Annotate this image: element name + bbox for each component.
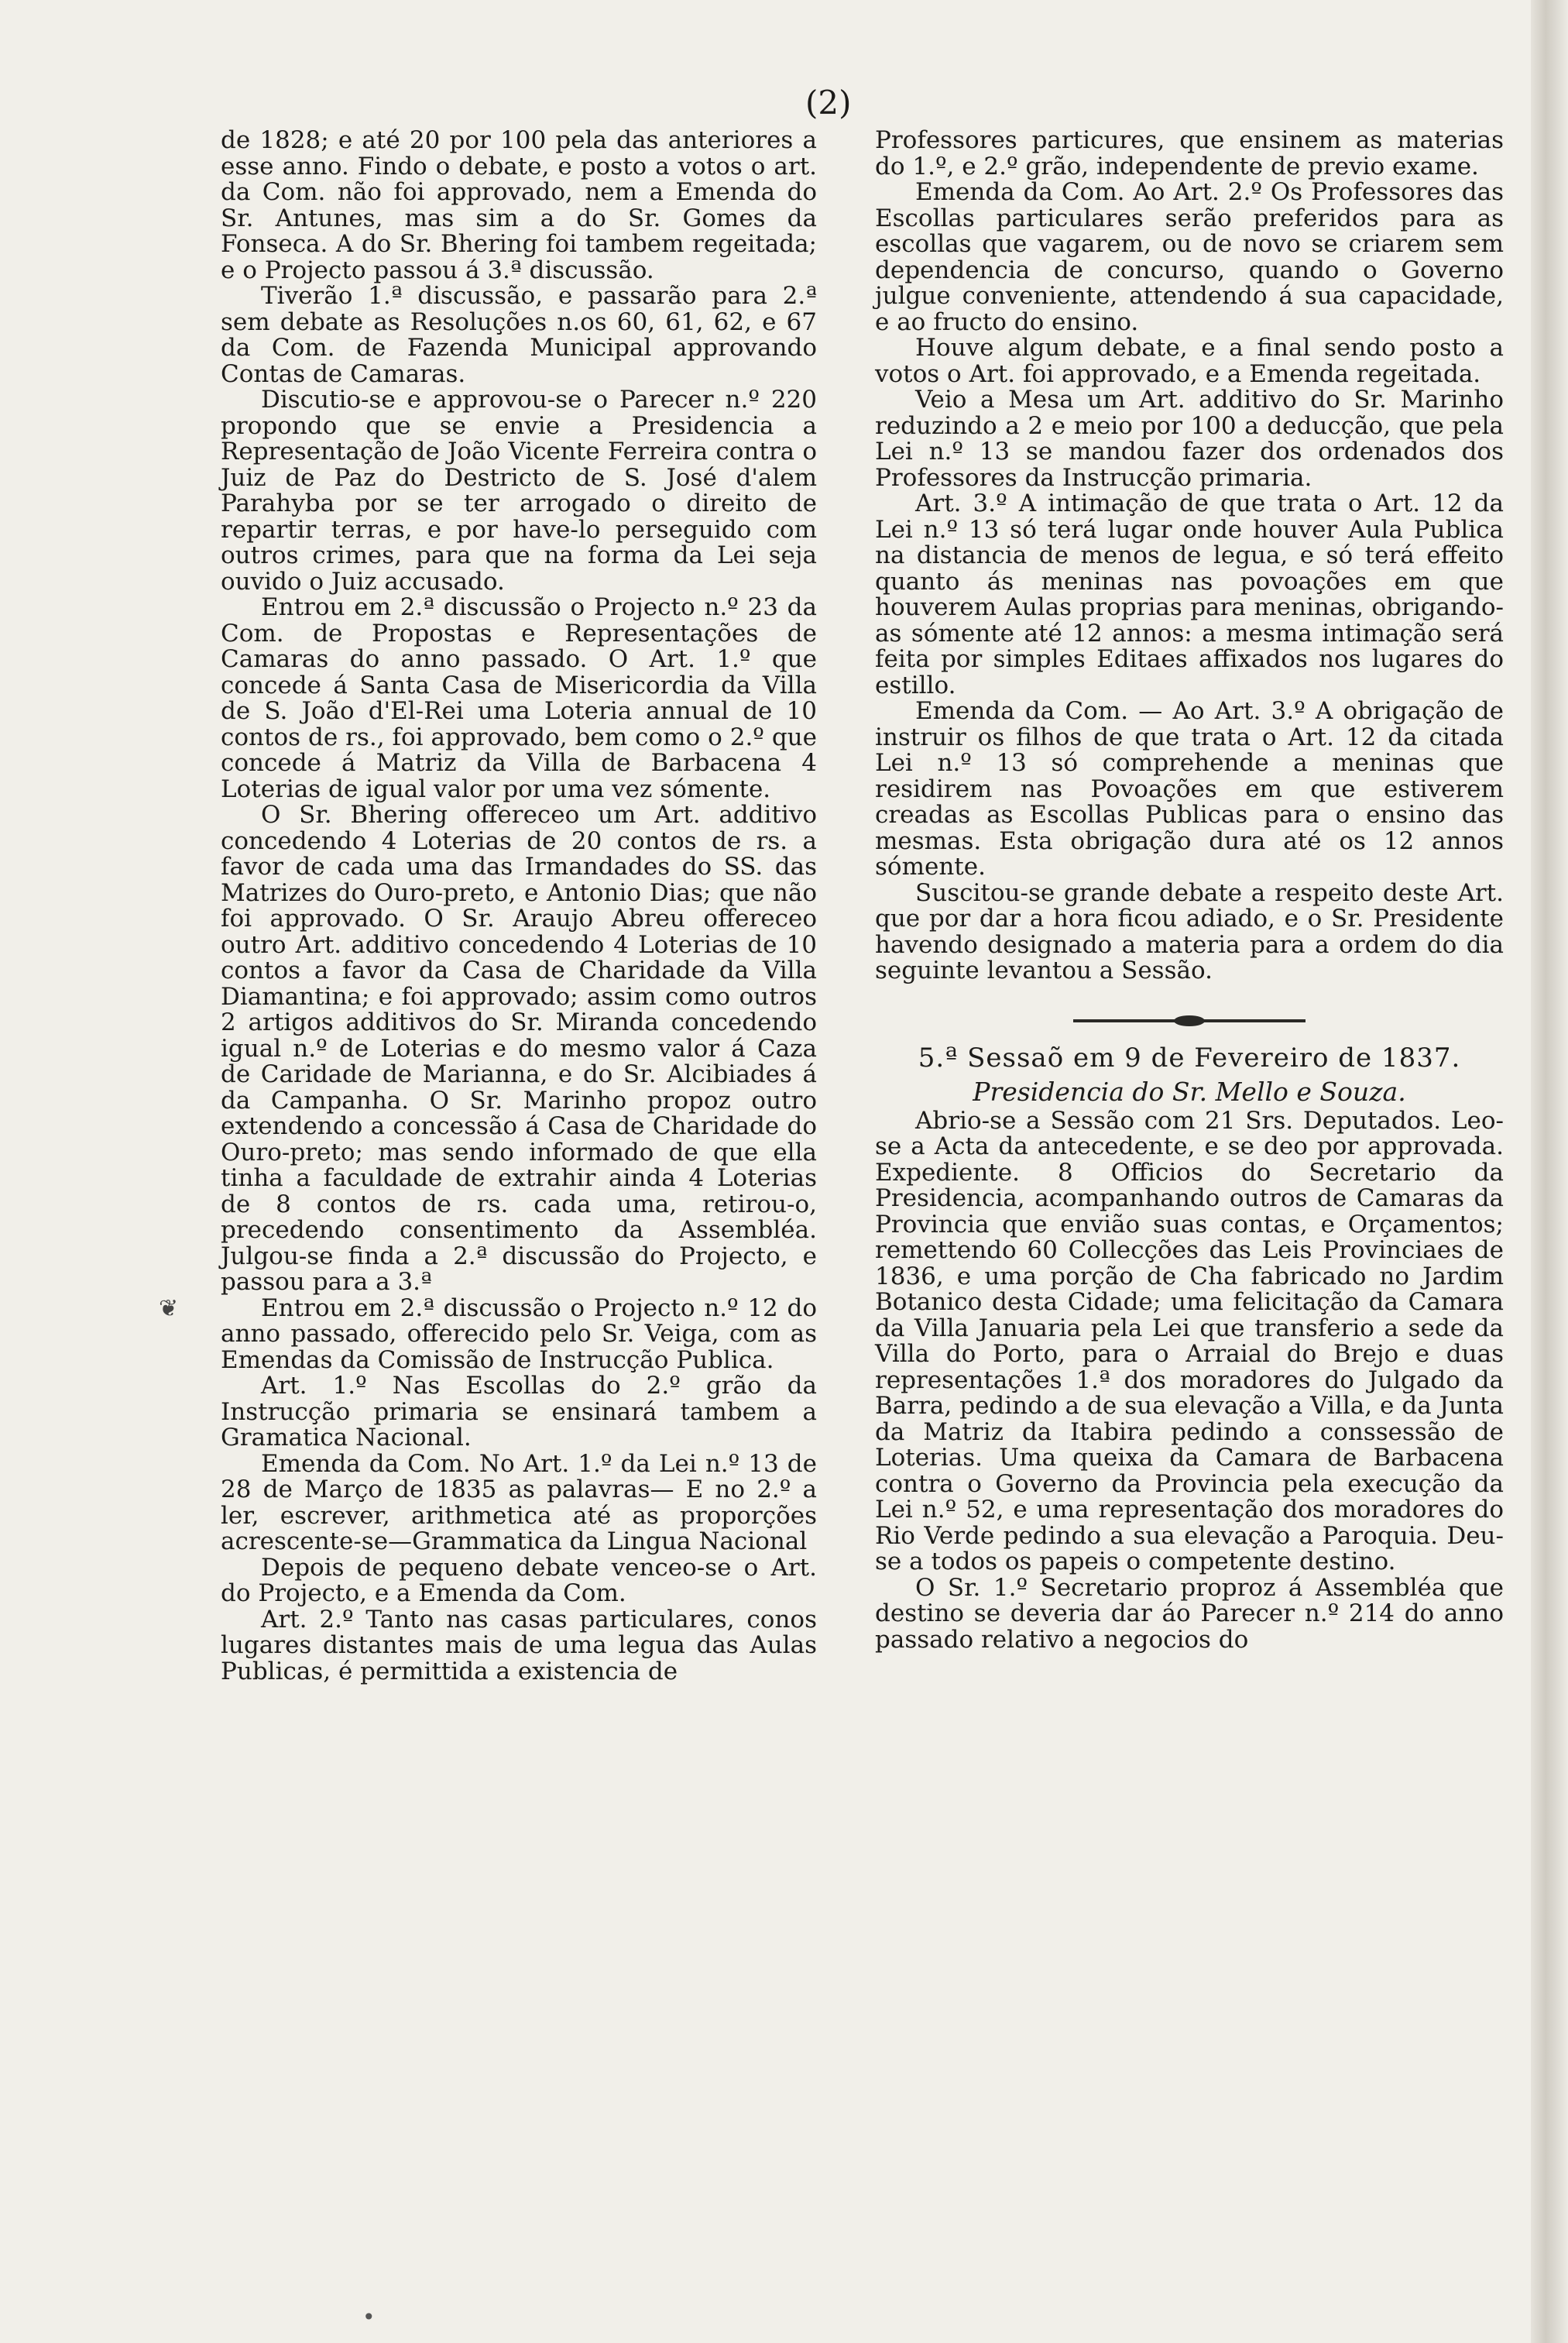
ink-dot-icon: • [362, 2304, 376, 2330]
paragraph: Suscitou-se grande debate a respeito deste Art. que por dar a hora ficou adiado, e o Sr. Presidente havendo designado a materia para a ordem do dia seguinte levantou a Sessão. [875, 878, 1504, 984]
paragraph: Emenda da Com. No Art. 1.º da Lei n.º 13 de 28 de Março de 1835 as palavras— E no 2.º a ler, escrever, arithmetica até as proporções acrescente-se—Grammatica da Lingua Nacional [221, 1449, 817, 1555]
session-heading: 5.ª Sessaõ em 9 de Fevereiro de 1837. [918, 1042, 1461, 1074]
section-divider [875, 1008, 1504, 1020]
paragraph: Art. 1.º Nas Escollas do 2.º grão da Instrucção primaria se ensinará tambem a Gramatica Nacional. [221, 1372, 817, 1451]
paragraph: Abrio-se a Sessão com 21 Srs. Deputados. Leo-se a Acta da antecedente, e se deo por approvada. Expediente. 8 Officios do Secretario da Presidencia, acompanhando outros de Camaras da Provincia que envião suas contas, e Orçamentos; remettendo 60 Collecções das Leis Provinciaes de 1836, e uma porção de Cha fabricado no Jardim Botanico desta Cidade; uma felicitação da Camara da Villa Januaria pela Lei que transferio a sede da Villa do Porto, para o Arraial do Brejo e duas representações 1.ª dos moradores do Julgado da Barra, pedindo a de sua elevação a Villa, e da Junta da Matriz da Itabira pedindo a conssessão de Loterias. Uma queixa da Camara de Barbacena contra o Governo da Provincia pela execução da Lei n.º 52, e uma representação dos moradores do Rio Verde pedindo a sua elevação a Paroquia. Deu-se a todos os papeis o competente destino. [875, 1106, 1504, 1575]
margin-ornament-icon: ❦ [159, 1295, 179, 1322]
paragraph: Entrou em 2.ª discussão o Projecto n.º 12 do anno passado, offerecido pelo Sr. Veiga, com as Emendas da Comissão de Instrucção Publica. [221, 1293, 817, 1374]
paragraph: Tiverão 1.ª discussão, e passarão para 2.ª sem debate as Resoluções n.os 60, 61, 62, e 67 da Com. de Fazenda Municipal approvando Contas de Camaras. [221, 282, 817, 388]
paragraph: Veio a Mesa um Art. additivo do Sr. Marinho reduzindo a 2 e meio por 100 a deducção, que pela Lei n.º 13 se mandou fazer dos ordenados dos Professores da Instrucção primaria. [875, 386, 1504, 492]
page-number: (2) [805, 84, 852, 122]
paragraph: Houve algum debate, e a final sendo posto a votos o Art. foi approvado, e a Emenda regeitada. [875, 334, 1504, 388]
paragraph: Discutio-se e approvou-se o Parecer n.º 220 propondo que se envie a Presidencia a Representação de João Vicente Ferreira contra o Juiz de Paz do Destricto de S. José d'alem Parahyba por se ter arrogado o direito de repartir terras, e por have-lo perseguido com outros crimes, para que na forma da Lei seja ouvido o Juiz accusado. [221, 386, 817, 596]
paragraph: Entrou em 2.ª discussão o Projecto n.º 23 da Com. de Propostas e Representações de Camaras do anno passado. O Art. 1.º que concede á Santa Casa de Misericordia da Villa de S. João d'El-Rei uma Loteria annual de 10 contos de rs., foi approvado, bem como o 2.º que concede á Matriz da Villa de Barbacena 4 Loterias de igual valor por uma vez sómente. [221, 593, 817, 803]
left-column [221, 128, 817, 1685]
right-column [875, 128, 1504, 1653]
paragraph: Emenda da Com. Ao Art. 2.º Os Professores das Escollas particulares serão preferidos para as escollas que vagarem, ou de novo se criarem sem dependencia de concurso, quando o Governo julgue conveniente, attendendo á sua capacidade, e ao fructo do ensino. [875, 178, 1504, 336]
paragraph: Professores particures, que ensinem as materias do 1.º, e 2.º grão, independente de previo exame. [875, 126, 1504, 180]
paragraph: Art. 2.º Tanto nas casas particulares, conos lugares distantes mais de uma legua das Aulas Publicas, é permittida a existencia de [221, 1605, 817, 1685]
paragraph: O Sr. 1.º Secretario proproz á Assembléa que destino se deveria dar áo Parecer n.º 214 do anno passado relativo a negocios do [875, 1573, 1504, 1654]
ornament-rule [1073, 1019, 1306, 1022]
paragraph: Emenda da Com. — Ao Art. 3.º A obrigação de instruir os filhos de que trata o Art. 12 da citada Lei n.º 13 só comprehende a meninas que residirem nas Povoações em que estiverem creadas as Escollas Publicas para o ensino das mesmas. Esta obrigação dura até os 12 annos sómente. [875, 697, 1504, 881]
paragraph: Depois de pequeno debate venceo-se o Art. do Projecto, e a Emenda da Com. [221, 1553, 817, 1607]
presidency-line: Presidencia do Sr. Mello e Souza. [973, 1076, 1406, 1107]
page-edge [1531, 0, 1568, 2343]
paragraph: Art. 3.º A intimação de que trata o Art. 12 da Lei n.º 13 só terá lugar onde houver Aula Publica na distancia de menos de legua, e só terá effeito quanto ás meninas nas povoações em que houverem Aulas proprias para meninas, obrigando-as sómente até 12 annos: a mesma intimação será feita por simples Editaes affixados nos lugares do estillo. [875, 490, 1504, 699]
paragraph: O Sr. Bhering offereceo um Art. additivo concedendo 4 Loterias de 20 contos de rs. a favor de cada uma das Irmandades do SS. das Matrizes do Ouro-preto, e Antonio Dias; que não foi approvado. O Sr. Araujo Abreu offereceo outro Art. additivo concedendo 4 Loterias de 10 contos a favor da Casa de Charidade da Villa Diamantina; e foi approvado; assim como outros 2 artigos additivos do Sr. Miranda concedendo igual n.º de Loterias e do mesmo valor á Caza de Caridade de Marianna, e do Sr. Alcibiades á da Campanha. O Sr. Marinho propoz outro extendendo a concessão á Casa de Charidade do Ouro-preto; mas sendo informado de que ella tinha a faculdade de extrahir ainda 4 Loterias de 8 contos de rs. cada uma, retirou-o, precedendo consentimento da Assembléa. Julgou-se finda a 2.ª discussão do Projecto, e passou para a 3.ª [221, 801, 817, 1296]
paragraph: de 1828; e até 20 por 100 pela das anteriores a esse anno. Findo o debate, e posto a votos o art. da Com. não foi approvado, nem a Emenda do Sr. Antunes, mas sim a do Sr. Gomes da Fonseca. A do Sr. Bhering foi tambem regeitada; e o Projecto passou á 3.ª discussão. [221, 126, 817, 284]
